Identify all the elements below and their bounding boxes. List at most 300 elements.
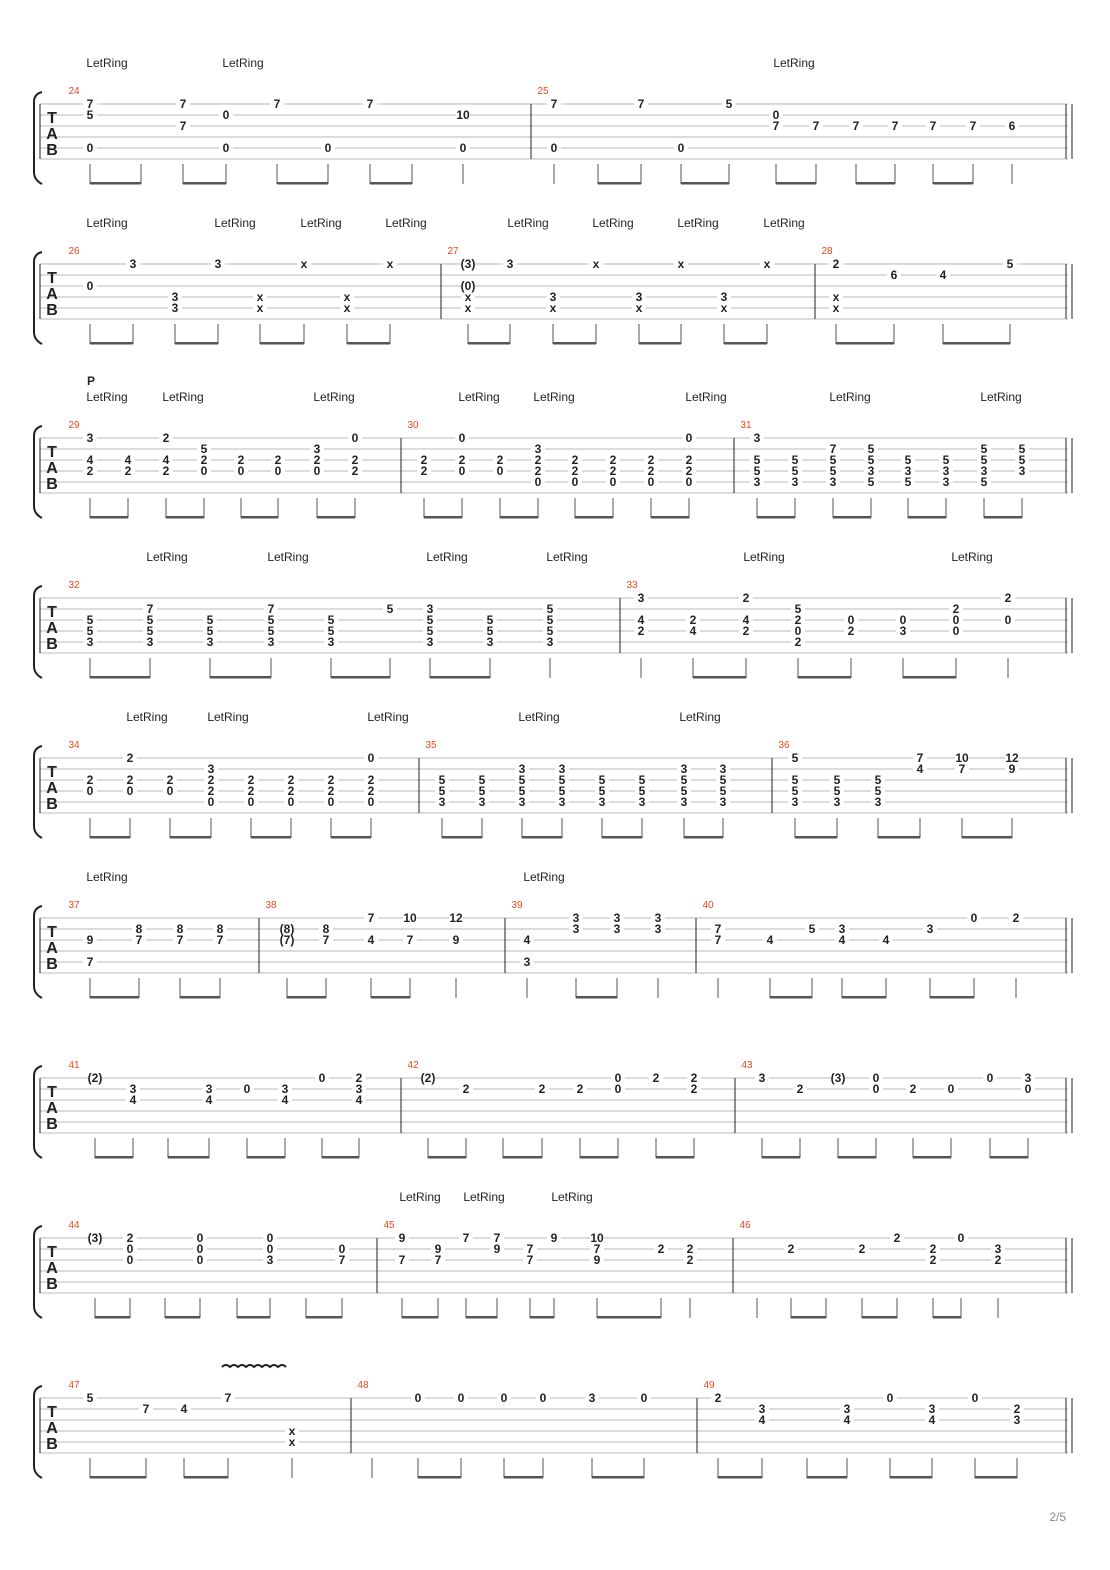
tab-clef-letter: A [46, 126, 58, 143]
tab-clef-letter: A [46, 460, 58, 477]
note-beam [598, 182, 641, 185]
note-beam [842, 996, 886, 999]
let-ring-marker: LetRing [86, 390, 128, 404]
note-beam [592, 1476, 644, 1479]
fret-number: 4 [843, 1413, 851, 1427]
fret-number: 0 [126, 1242, 134, 1256]
fret-number: 2 [274, 453, 282, 467]
fret-number: 2 [327, 773, 335, 787]
fret-number: 4 [742, 613, 750, 627]
measure-number: 33 [626, 580, 638, 591]
measure-number: 39 [511, 900, 523, 911]
fret-number: 2 [794, 613, 802, 627]
fret-number: 7 [852, 119, 860, 133]
fret-number: x [464, 301, 472, 315]
tab-clef-letter: T [47, 270, 57, 287]
fret-number: 2 [1004, 591, 1012, 605]
fret-number: 2 [929, 1242, 937, 1256]
fret-number: 2 [126, 1231, 134, 1245]
fret-number: 3 [680, 795, 688, 809]
fret-number: 7 [146, 602, 154, 616]
fret-number: 2 [637, 624, 645, 638]
note-beam [757, 516, 795, 519]
fret-number: 10 [590, 1231, 604, 1245]
fret-number: 2 [685, 464, 693, 478]
measure-number: 38 [265, 900, 277, 911]
tab-clef-letter: T [47, 110, 57, 127]
measure-number: 26 [68, 246, 80, 257]
fret-number: x [635, 301, 643, 315]
fret-number: 5 [791, 464, 799, 478]
note-beam [553, 342, 596, 345]
fret-number: 7 [891, 119, 899, 133]
fret-number: 0 [872, 1071, 880, 1085]
tab-clef-letter: B [46, 1436, 58, 1453]
fret-number: 2 [832, 257, 840, 271]
fret-number: 5 [546, 613, 554, 627]
note-beam [210, 676, 271, 679]
fret-number: 0 [872, 1082, 880, 1096]
fret-number: 3 [327, 635, 335, 649]
let-ring-marker: LetRing [951, 550, 993, 564]
system-brace [34, 586, 42, 678]
measure-number: 35 [425, 740, 437, 751]
fret-number: 0 [640, 1391, 648, 1405]
fret-number: 5 [478, 784, 486, 798]
tab-clef-letter: B [46, 476, 58, 493]
fret-number: 5 [680, 773, 688, 787]
fret-number: 2 [714, 1391, 722, 1405]
fret-number: 3 [926, 922, 934, 936]
fret-number: 0 [367, 795, 375, 809]
fret-number: 7 [772, 119, 780, 133]
fret-number: x [832, 290, 840, 304]
fret-number: 0 [886, 1391, 894, 1405]
fret-number: 3 [267, 635, 275, 649]
fret-number: 5 [438, 773, 446, 787]
let-ring-marker: LetRing [86, 216, 128, 230]
fret-number: 3 [313, 442, 321, 456]
note-beam [370, 182, 412, 185]
fret-number: 3 [486, 635, 494, 649]
let-ring-marker: LetRing [980, 390, 1022, 404]
fret-number: 5 [1018, 453, 1026, 467]
note-beam [933, 1316, 961, 1319]
fret-number: 2 [367, 784, 375, 798]
system-brace [34, 1226, 42, 1318]
fret-number: 5 [327, 613, 335, 627]
fret-number: 5 [206, 624, 214, 638]
fret-number: 7 [179, 97, 187, 111]
note-beam [890, 1476, 932, 1479]
note-beam [602, 836, 642, 839]
fret-number: 2 [86, 464, 94, 478]
note-beam [90, 996, 139, 999]
fret-number: 3 [753, 475, 761, 489]
fret-number: x [720, 301, 728, 315]
measure-number: 42 [407, 1060, 419, 1071]
fret-number: 2 [313, 453, 321, 467]
fret-number: 0 [126, 1253, 134, 1267]
let-ring-marker: LetRing [207, 710, 249, 724]
note-beam [241, 516, 278, 519]
fret-number: 5 [791, 773, 799, 787]
fret-number: 7 [812, 119, 820, 133]
note-beam [90, 182, 141, 185]
fret-number: 3 [833, 795, 841, 809]
tab-clef-letter: B [46, 1116, 58, 1133]
note-beam [251, 836, 291, 839]
fret-number: 4 [637, 613, 645, 627]
let-ring-marker: LetRing [126, 710, 168, 724]
tab-clef-letter: A [46, 1420, 58, 1437]
fret-number: x [763, 257, 771, 271]
fret-number: 3 [635, 290, 643, 304]
measure-number: 32 [68, 580, 80, 591]
fret-number: 0 [971, 1391, 979, 1405]
fret-number: 5 [267, 624, 275, 638]
fret-number: 3 [129, 257, 137, 271]
system-brace [34, 906, 42, 998]
note-beam [95, 1156, 133, 1159]
fret-number: 2 [538, 1082, 546, 1096]
measure-number: 31 [740, 420, 752, 431]
fret-number: 7 [714, 933, 722, 947]
let-ring-marker: LetRing [86, 870, 128, 884]
note-beam [833, 516, 871, 519]
note-beam [597, 1316, 661, 1319]
fret-number: 5 [426, 624, 434, 638]
fret-number: 2 [787, 1242, 795, 1256]
let-ring-marker: LetRing [222, 56, 264, 70]
fret-number: 7 [406, 933, 414, 947]
fret-number: x [464, 290, 472, 304]
measure-number: 37 [68, 900, 80, 911]
fret-number: 4 [281, 1093, 289, 1107]
fret-number: 7 [366, 97, 374, 111]
note-beam [693, 676, 746, 679]
note-beam [424, 516, 462, 519]
fret-number: 5 [146, 624, 154, 638]
fret-number: x [256, 301, 264, 315]
fret-number: 0 [1004, 613, 1012, 627]
note-beam [466, 1316, 497, 1319]
let-ring-marker: LetRing [743, 550, 785, 564]
fret-number: 3 [506, 257, 514, 271]
fret-number: x [832, 301, 840, 315]
fret-number: 3 [867, 464, 875, 478]
note-beam [166, 516, 204, 519]
measure-number: 45 [383, 1220, 395, 1231]
fret-number: 0 [367, 751, 375, 765]
fret-number: 5 [546, 602, 554, 616]
fret-number: 4 [689, 624, 697, 638]
fret-number: 2 [952, 602, 960, 616]
note-beam [651, 516, 689, 519]
note-beam [430, 676, 490, 679]
fret-number: 7 [86, 955, 94, 969]
fret-number: 7 [929, 119, 937, 133]
note-beam [503, 1156, 542, 1159]
let-ring-marker: LetRing [592, 216, 634, 230]
note-beam [933, 182, 973, 185]
fret-number: 0 [571, 475, 579, 489]
fret-number: 7 [322, 933, 330, 947]
note-beam [990, 1156, 1028, 1159]
fret-number: 3 [426, 635, 434, 649]
fret-number: 5 [791, 751, 799, 765]
fret-number: 4 [86, 453, 94, 467]
fret-number: 0 [196, 1231, 204, 1245]
fret-number: 3 [843, 1402, 851, 1416]
note-beam [504, 1476, 543, 1479]
fret-number: 2 [690, 1071, 698, 1085]
fret-number: 2 [367, 773, 375, 787]
fret-number: 3 [572, 922, 580, 936]
fret-number: 0 [414, 1391, 422, 1405]
note-beam [930, 996, 974, 999]
fret-number: 0 [952, 613, 960, 627]
fret-number: 3 [838, 922, 846, 936]
fret-number: 2 [609, 464, 617, 478]
fret-number: 7 [526, 1242, 534, 1256]
note-beam [639, 342, 681, 345]
fret-number: 2 [742, 624, 750, 638]
fret-number: 5 [791, 453, 799, 467]
fret-number: 7 [86, 97, 94, 111]
note-beam [856, 182, 895, 185]
fret-number: 7 [916, 751, 924, 765]
fret-number: (2) [87, 1071, 103, 1085]
fret-number: 5 [904, 475, 912, 489]
fret-number: 0 [196, 1242, 204, 1256]
note-beam [317, 516, 355, 519]
fret-number: 5 [791, 784, 799, 798]
fret-number: 5 [638, 773, 646, 787]
measure-number: 28 [821, 246, 833, 257]
fret-number: 5 [794, 602, 802, 616]
fret-number: 12 [1005, 751, 1019, 765]
fret-number: 7 [142, 1402, 150, 1416]
fret-number: 0 [1024, 1082, 1032, 1096]
fret-number: 3 [572, 911, 580, 925]
system-brace [34, 1066, 42, 1158]
fret-number: 3 [720, 290, 728, 304]
tab-system [34, 1066, 1072, 1159]
fret-number: x [288, 1435, 296, 1449]
fret-number: 7 [550, 97, 558, 111]
note-beam [90, 516, 128, 519]
note-beam [838, 1156, 876, 1159]
fret-number: 0 [957, 1231, 965, 1245]
fret-number: 3 [355, 1082, 363, 1096]
tab-clef-letter: B [46, 302, 58, 319]
let-ring-marker: LetRing [399, 1190, 441, 1204]
fret-number: 9 [86, 933, 94, 947]
fret-number: 2 [207, 773, 215, 787]
fret-number: 6 [1008, 119, 1016, 133]
fret-number: 0 [86, 279, 94, 293]
fret-number: 0 [534, 475, 542, 489]
fret-number: 2 [162, 464, 170, 478]
fret-number: 3 [546, 635, 554, 649]
fret-number: 2 [247, 773, 255, 787]
fret-number: 2 [794, 635, 802, 649]
fret-number: 9 [1008, 762, 1016, 776]
fret-number: 0 [772, 108, 780, 122]
fret-number: x [288, 1424, 296, 1438]
fret-number: 3 [206, 635, 214, 649]
fret-number: 3 [558, 762, 566, 776]
fret-number: 4 [367, 933, 375, 947]
fret-number: 2 [534, 453, 542, 467]
fret-number: 5 [518, 773, 526, 787]
fret-number: 2 [929, 1253, 937, 1267]
note-beam [791, 1316, 826, 1319]
note-beam [943, 342, 1010, 345]
fret-number: 2 [458, 453, 466, 467]
fret-number: 4 [124, 453, 132, 467]
fret-number: 7 [273, 97, 281, 111]
fret-number: 7 [829, 442, 837, 456]
note-beam [168, 1156, 209, 1159]
fret-number: 5 [867, 475, 875, 489]
tab-clef-letter: B [46, 636, 58, 653]
fret-number: 5 [546, 624, 554, 638]
fret-number: 5 [200, 442, 208, 456]
measure-number: 34 [68, 740, 80, 751]
note-beam [776, 182, 816, 185]
fret-number: 7 [367, 911, 375, 925]
fret-number: 4 [758, 1413, 766, 1427]
note-beam [575, 516, 613, 519]
fret-number: 3 [558, 795, 566, 809]
fret-number: 9 [550, 1231, 558, 1245]
fret-number: 3 [86, 431, 94, 445]
note-beam [576, 996, 617, 999]
note-beam [170, 836, 211, 839]
fret-number: 4 [129, 1093, 137, 1107]
fret-number: 0 [609, 475, 617, 489]
fret-number: 0 [243, 1082, 251, 1096]
fret-number: 3 [1013, 1413, 1021, 1427]
fret-number: 2 [858, 1242, 866, 1256]
fret-number: 5 [980, 475, 988, 489]
fret-number: 5 [86, 108, 94, 122]
measure-number: 41 [68, 1060, 80, 1071]
fret-number: 2 [686, 1253, 694, 1267]
note-beam [247, 1156, 285, 1159]
fret-number: 3 [758, 1071, 766, 1085]
fret-number: 5 [829, 464, 837, 478]
fret-number: 4 [838, 933, 846, 947]
fret-number: 5 [478, 773, 486, 787]
fret-number: 5 [486, 613, 494, 627]
fret-number: 7 [637, 97, 645, 111]
fret-number: 2 [685, 453, 693, 467]
fret-number: 5 [829, 453, 837, 467]
fret-number: 2 [534, 464, 542, 478]
let-ring-marker: LetRing [146, 550, 188, 564]
note-beam [184, 1476, 228, 1479]
note-beam [95, 1316, 130, 1319]
fret-number: 2 [796, 1082, 804, 1096]
measure-number: 29 [68, 420, 80, 431]
fret-number: 0 [550, 141, 558, 155]
note-beam [836, 342, 894, 345]
fret-number: 2 [571, 453, 579, 467]
palm-mute-marker: P [86, 374, 96, 388]
fret-number: 5 [1018, 442, 1026, 456]
fret-number: (3) [87, 1231, 103, 1245]
measure-number: 46 [739, 1220, 751, 1231]
note-beam [428, 1156, 466, 1159]
fret-number: 2 [86, 773, 94, 787]
fret-number: 3 [205, 1082, 213, 1096]
fret-number: 5 [867, 453, 875, 467]
let-ring-marker: LetRing [426, 550, 468, 564]
fret-number: 5 [146, 613, 154, 627]
fret-number: 9 [452, 933, 460, 947]
fret-number: x [343, 290, 351, 304]
fret-number: 5 [942, 453, 950, 467]
tab-system [34, 426, 1072, 519]
note-beam [903, 676, 956, 679]
fret-number: 6 [890, 268, 898, 282]
let-ring-marker: LetRing [523, 870, 565, 884]
tab-clef-letter: T [47, 444, 57, 461]
fret-number: 5 [638, 784, 646, 798]
fret-number: 0 [458, 464, 466, 478]
fret-number: 0 [237, 464, 245, 478]
fret-number: 7 [267, 602, 275, 616]
fret-number: 12 [449, 911, 463, 925]
fret-number: 4 [355, 1093, 363, 1107]
note-beam [913, 1156, 951, 1159]
let-ring-marker: LetRing [685, 390, 727, 404]
note-beam [90, 342, 133, 345]
fret-number: 7 [462, 1231, 470, 1245]
fret-number: 3 [1018, 464, 1026, 478]
fret-number: 2 [742, 591, 750, 605]
tab-clef-letter: T [47, 604, 57, 621]
fret-number: x [592, 257, 600, 271]
fret-number: 5 [327, 624, 335, 638]
fret-number: 2 [1013, 1402, 1021, 1416]
fret-number: 3 [146, 635, 154, 649]
fret-number: 5 [486, 624, 494, 638]
fret-number: 3 [1024, 1071, 1032, 1085]
fret-number: 0 [685, 475, 693, 489]
note-beam [962, 836, 1012, 839]
fret-number: 2 [847, 624, 855, 638]
note-beam [306, 1316, 342, 1319]
fret-number: x [549, 301, 557, 315]
fret-number: 0 [207, 795, 215, 809]
measure-number: 47 [68, 1380, 80, 1391]
fret-number: 5 [874, 773, 882, 787]
let-ring-marker: LetRing [463, 1190, 505, 1204]
note-beam [718, 1476, 762, 1479]
note-beam [371, 996, 410, 999]
measure-number: 48 [357, 1380, 369, 1391]
note-beam [724, 342, 767, 345]
note-beam [580, 1156, 618, 1159]
fret-number: 0 [266, 1231, 274, 1245]
fret-number: 0 [614, 1071, 622, 1085]
measure-number: 30 [407, 420, 419, 431]
fret-number: 3 [266, 1253, 274, 1267]
